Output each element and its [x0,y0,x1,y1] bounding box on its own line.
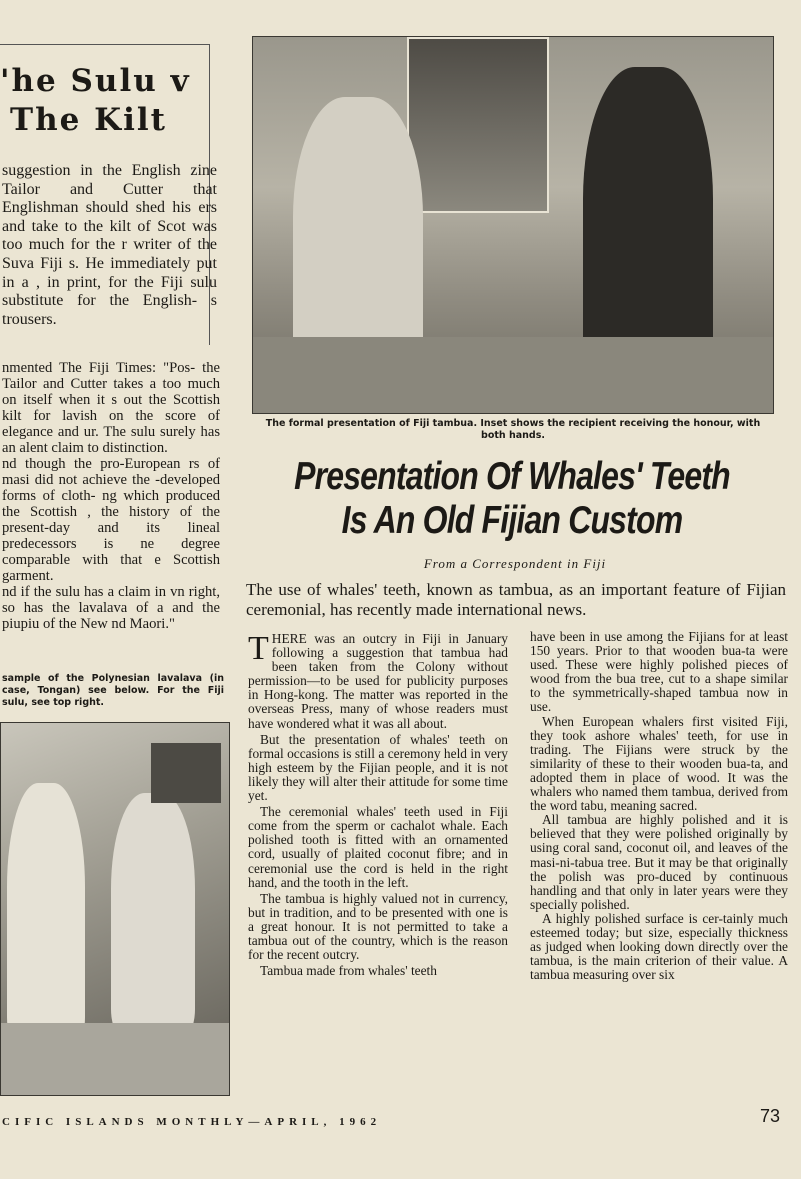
sidebar-title-line2: The Kilt [10,102,167,138]
sidebar-paragraph: nmented The Fiji Times: "Pos- the Tailor and Cutter takes a too much on itself when it s out the Scottish kilt for lavish on the score of elegance and ur. The sulu surely has an alent claim to distinction. [2,360,220,456]
photo-ground [253,337,773,413]
body-paragraph: The ceremonial whales' teeth used in Fiji come from the sperm or cachalot whale. Each polished tooth is fitted with an ornamented cord, usually of plaited coconut fibre; and in ceremonial use the cord is held in the right hand, and the tooth in the left. [248,804,508,890]
footer-masthead: CIFIC ISLANDS MONTHLY—APRIL, 1962 [2,1116,382,1128]
body-paragraph: The tambua is highly valued not in currency, but in tradition, and to be presented with one is a great honour. It is not permitted to take a tambua out of the country, which is the reason for the recent outcry. [248,890,508,963]
body-column-2 [530,630,788,982]
body-paragraph: But the presentation of whales' teeth on formal occasions is still a ceremony held in very high esteem by the Fijian people, and it is not likely they will alter their attitude for some time yet. [248,731,508,804]
sidebar-text-2 [2,360,220,632]
tambua-presentation-photo [252,36,774,414]
standfirst: The use of whales' teeth, known as tambua, as an important feature of Fijian ceremonial, has recently made international news. [246,580,786,619]
sidebar-paragraph: suggestion in the English zine Tailor and Cutter that Englishman should shed his ers and take to the kilt of Scot was too much for the r writer of the Suva Fiji s. He immediately put in a , in print, for the Fiji sulu substitute for the English- s trousers. [2,162,217,328]
photo-figure [111,793,195,1033]
sidebar-title [0,62,210,140]
page-number: 73 [760,1106,781,1126]
byline: From a Correspondent in Fiji [423,556,607,571]
drop-cap: T [248,630,269,667]
body-paragraph: When European whalers first visited Fiji, they took ashore whales' teeth, for use in trading. The Fijians were struck by the similarity of these to their wooden bua-ta, and adopted them in place of wood. It was the whalers who named them tambua, derived from the word tabu, meaning sacred. [530,713,788,814]
sidebar-paragraph: nd though the pro-European rs of masi did not achieve the -developed forms of cloth- ng which produced the Scottish , the history of the present-day and its lineal predecessors is ne degree comparable with that e Scottish garment. [2,456,220,584]
sidebar-caption: sample of the Polynesian lavalava (in case, Tongan) see below. For the Fiji sulu, see top right. [2,673,224,708]
lavalava-photo [0,722,230,1096]
body-paragraph: Tambua made from whales' teeth [260,963,437,979]
body-paragraph: A highly polished surface is cer-tainly much esteemed today; but size, especially thickness as judged when looking down directly over the tambua, is the main criterion of their value. A tambua measuring over six [530,910,788,983]
body-column-1 [248,632,508,978]
photo-window [151,743,221,803]
sidebar-title-line1: 'he Sulu v [0,63,191,99]
body-paragraph: have been in use among the Fijians for at least 150 years. Prior to that wooden bua-ta were used. These were highly polished pieces of wood from the bua tree, cut to a shape similar to the symmetrically-shaped tambua now in use. [530,629,788,715]
headline-line1: Presentation Of Whales' Teeth [294,455,730,498]
sidebar-paragraph: nd if the sulu has a claim in vn right, so has the lavalava of a and the piupiu of the New nd Maori." [2,584,220,632]
top-photo-caption: The formal presentation of Fiji tambua. Inset shows the recipient receiving the honour, with both hands. [265,418,761,441]
headline [232,455,792,543]
photo-ground [1,1023,229,1095]
photo-figure [7,783,85,1043]
sidebar-text-1 [2,162,217,333]
headline-line2: Is An Old Fijian Custom [341,499,683,542]
body-paragraph: All tambua are highly polished and it is believed that they were polished originally by using coral sand, coconut oil, and leaves of the masi-ni-tabua tree. But it may be that originally the polish was pro-duced by continuous handling and that only in later years were they specially polished. [530,812,788,912]
photo-inset [407,37,549,213]
body-paragraph: HERE was an outcry in Fiji in January following a suggestion that tambua had been taken from the Colony without permission—to be used for publicity purposes in Hong-kong. The matter was reported in the overseas Press, many of whose readers must have wondered what it was all about. [248,631,508,731]
